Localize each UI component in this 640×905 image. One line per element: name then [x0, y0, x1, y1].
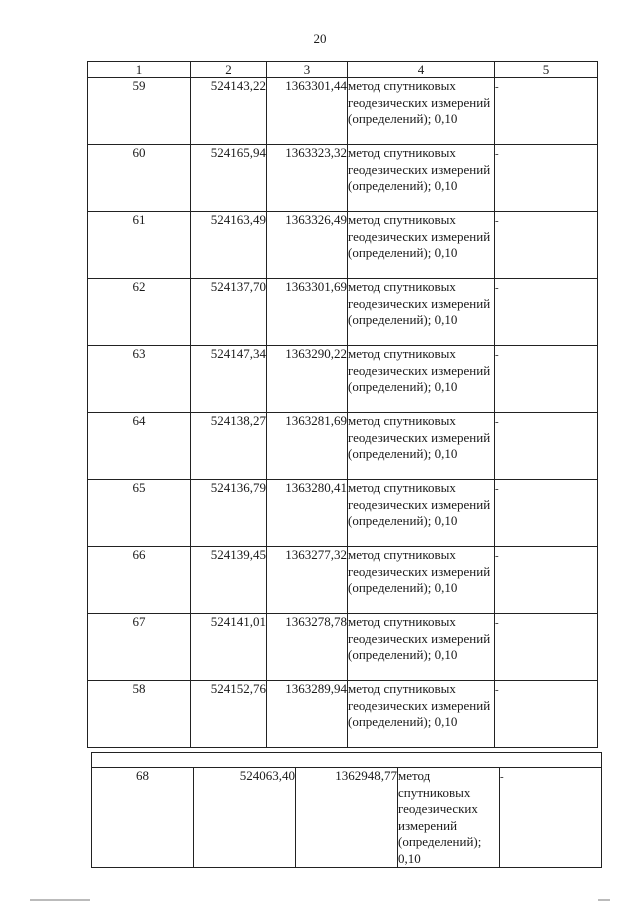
- note-value: -: [495, 215, 499, 227]
- point-number-cell: 67: [88, 614, 191, 681]
- coordinates-table-continuation-body: [92, 753, 602, 868]
- x-coordinate-cell: 524143,22: [191, 78, 267, 145]
- note-cell: [495, 145, 598, 212]
- note-cell: [495, 346, 598, 413]
- table-row: [88, 212, 598, 279]
- y-coordinate-cell: 1363277,32: [267, 547, 348, 614]
- method-cell: метод спутниковых геодезических измерений (определений); 0,10: [348, 145, 495, 212]
- x-coordinate-cell: 524136,79: [191, 480, 267, 547]
- point-number-cell: 58: [88, 681, 191, 748]
- y-coordinate-cell: 1363281,69: [267, 413, 348, 480]
- note-value: -: [495, 282, 499, 294]
- point-number-cell: 66: [88, 547, 191, 614]
- point-number-cell: 64: [88, 413, 191, 480]
- x-coordinate-cell: 524163,49: [191, 212, 267, 279]
- note-value: -: [495, 550, 499, 562]
- x-coordinate-cell: 524152,76: [191, 681, 267, 748]
- note-value: -: [495, 148, 499, 160]
- method-cell: метод спутниковых геодезических измерений (определений); 0,10: [348, 614, 495, 681]
- table-row: [88, 547, 598, 614]
- table-row: [88, 145, 598, 212]
- header-col-4: 4: [348, 62, 495, 78]
- table-row: [92, 768, 602, 868]
- note-value: -: [495, 684, 499, 696]
- note-cell: [500, 768, 602, 868]
- x-coordinate-cell: 524063,40: [194, 768, 296, 868]
- method-cell: метод спутниковых геодезических измерений (определений); 0,10: [348, 279, 495, 346]
- y-coordinate-cell: 1363323,32: [267, 145, 348, 212]
- y-coordinate-cell: 1363280,41: [267, 480, 348, 547]
- note-value: -: [495, 81, 499, 93]
- note-cell: [495, 413, 598, 480]
- point-number-cell: 63: [88, 346, 191, 413]
- x-coordinate-cell: 524138,27: [191, 413, 267, 480]
- x-coordinate-cell: 524139,45: [191, 547, 267, 614]
- note-cell: [495, 614, 598, 681]
- y-coordinate-cell: 1363326,49: [267, 212, 348, 279]
- y-coordinate-cell: 1363278,78: [267, 614, 348, 681]
- y-coordinate-cell: 1362948,77: [296, 768, 398, 868]
- note-cell: [495, 212, 598, 279]
- y-coordinate-cell: 1363289,94: [267, 681, 348, 748]
- point-number-cell: 65: [88, 480, 191, 547]
- table-row: [88, 681, 598, 748]
- header-row: [88, 62, 598, 78]
- note-cell: [495, 681, 598, 748]
- note-cell: [495, 78, 598, 145]
- header-col-3: 3: [267, 62, 348, 78]
- note-cell: [495, 480, 598, 547]
- method-cell: метод спутниковых геодезических измерений (определений); 0,10: [398, 768, 500, 868]
- x-coordinate-cell: 524141,01: [191, 614, 267, 681]
- page-number: 20: [313, 31, 327, 46]
- point-number-cell: 59: [88, 78, 191, 145]
- method-cell: метод спутниковых геодезических измерений (определений); 0,10: [348, 547, 495, 614]
- x-coordinate-cell: 524147,34: [191, 346, 267, 413]
- note-value: -: [495, 483, 499, 495]
- note-value: -: [495, 617, 499, 629]
- table-row: [88, 480, 598, 547]
- x-coordinate-cell: 524165,94: [191, 145, 267, 212]
- note-cell: [495, 279, 598, 346]
- point-number-cell: 60: [88, 145, 191, 212]
- scan-artifact: [598, 899, 610, 901]
- table-row: [88, 78, 598, 145]
- point-number-cell: 62: [88, 279, 191, 346]
- y-coordinate-cell: 1363290,22: [267, 346, 348, 413]
- table-row: [88, 346, 598, 413]
- method-cell: метод спутниковых геодезических измерений (определений); 0,10: [348, 212, 495, 279]
- separator-cell: [92, 753, 602, 768]
- point-number-cell: 61: [88, 212, 191, 279]
- point-number-cell: 68: [92, 768, 194, 868]
- separator-row: [92, 753, 602, 768]
- method-cell: метод спутниковых геодезических измерений (определений); 0,10: [348, 413, 495, 480]
- header-col-5: 5: [495, 62, 598, 78]
- table-row: [88, 614, 598, 681]
- header-col-2: 2: [191, 62, 267, 78]
- scan-artifact: [30, 899, 90, 901]
- coordinates-table: [87, 61, 598, 748]
- y-coordinate-cell: 1363301,44: [267, 78, 348, 145]
- x-coordinate-cell: 524137,70: [191, 279, 267, 346]
- method-cell: метод спутниковых геодезических измерений (определений); 0,10: [348, 78, 495, 145]
- note-cell: [495, 547, 598, 614]
- note-value: -: [495, 416, 499, 428]
- y-coordinate-cell: 1363301,69: [267, 279, 348, 346]
- method-cell: метод спутниковых геодезических измерений (определений); 0,10: [348, 480, 495, 547]
- method-cell: метод спутниковых геодезических измерений (определений); 0,10: [348, 346, 495, 413]
- note-value: -: [500, 771, 504, 783]
- header-col-1: 1: [88, 62, 191, 78]
- coordinates-table-continuation: [91, 752, 602, 868]
- coordinates-table-body: [88, 62, 598, 748]
- table-row: [88, 413, 598, 480]
- note-value: -: [495, 349, 499, 361]
- method-cell: метод спутниковых геодезических измерений (определений); 0,10: [348, 681, 495, 748]
- table-row: [88, 279, 598, 346]
